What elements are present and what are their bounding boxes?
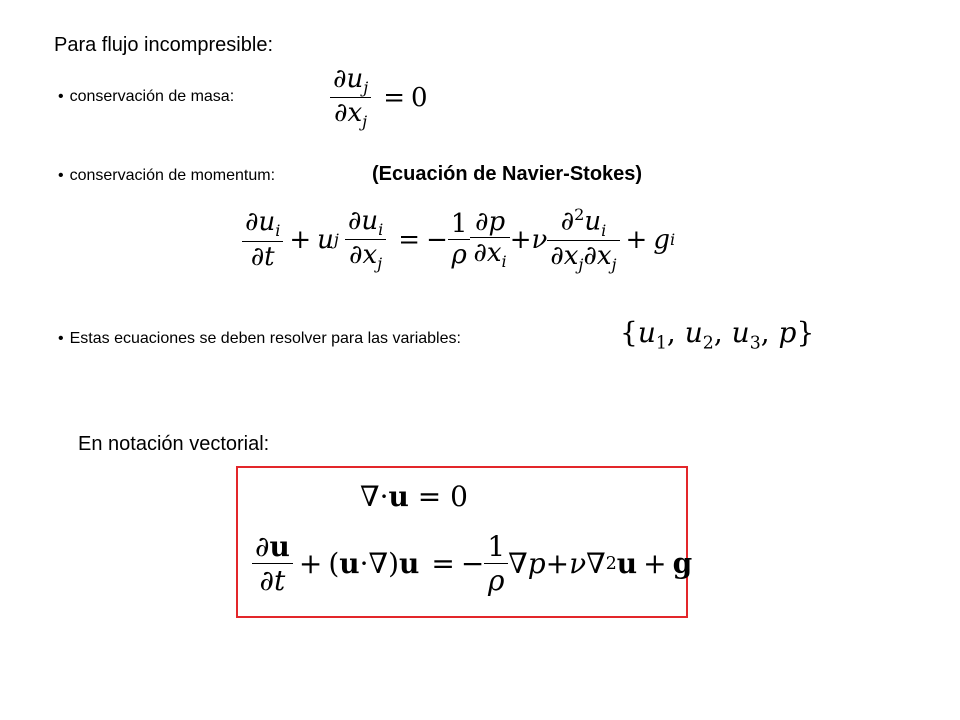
mass-label: conservación de masa:	[69, 88, 235, 105]
mass-equation	[330, 64, 428, 131]
page-heading: Para flujo incompresible:	[54, 34, 273, 56]
mass-fraction: $\frac{\partial u_j}{\partial x_j}$	[330, 64, 371, 131]
time-derivative: $\frac{\partial u_i}{\partial t}$	[242, 207, 283, 271]
variables-label: Estas ecuaciones se deben resolver para las variables:	[69, 330, 461, 347]
viscous-term: $\frac{\partial^2u_i}{\partial x_j\partial x_j}$	[547, 205, 619, 274]
bullet-mass-conservation	[58, 88, 234, 106]
vector-mass-equation: ∇·u = 0	[360, 480, 468, 513]
vector-momentum-equation: $\frac{\partial u}{\partial t}$ + ( u · ∇ ) u = − $\frac{1}{\rho}$ ∇ p + ν ∇ 2 u + g	[252, 530, 692, 597]
bullet-icon: •	[58, 167, 64, 184]
convective-derivative: $\frac{\partial u_i}{\partial x_j}$	[345, 206, 386, 273]
bullet-variables	[58, 330, 461, 348]
vector-time-derivative: $\frac{\partial u}{\partial t}$	[252, 530, 293, 597]
momentum-label: conservación de momentum:	[69, 167, 276, 184]
momentum-equation: $\frac{\partial u_i}{\partial t}$ + u j $\frac{\partial u_i}{\partial x_j}$ = − $\frac{1}{\rho}$ $\frac{\partial p}{\partial x_i}$ + ν $\frac{\partial^2u_i}{\partial x_j\partial x_j}$ + g i	[242, 205, 675, 274]
bullet-icon: •	[58, 88, 64, 105]
bullet-momentum-conservation	[58, 167, 275, 185]
variables-set: {$u_1$, $u_2$, $u_3$, p}	[620, 316, 815, 354]
pressure-gradient: $\frac{\partial p}{\partial x_i}$	[470, 207, 509, 271]
vector-notation-heading: En notación vectorial:	[78, 433, 270, 455]
equals-sign: =	[383, 82, 405, 113]
vector-inverse-density: $\frac{1}{\rho}$	[484, 530, 508, 597]
navier-stokes-title: (Ecuación de Navier-Stokes)	[372, 163, 643, 185]
inverse-density: $\frac{1}{\rho}$	[448, 209, 471, 270]
zero: 0	[411, 82, 428, 113]
bullet-icon: •	[58, 330, 64, 347]
